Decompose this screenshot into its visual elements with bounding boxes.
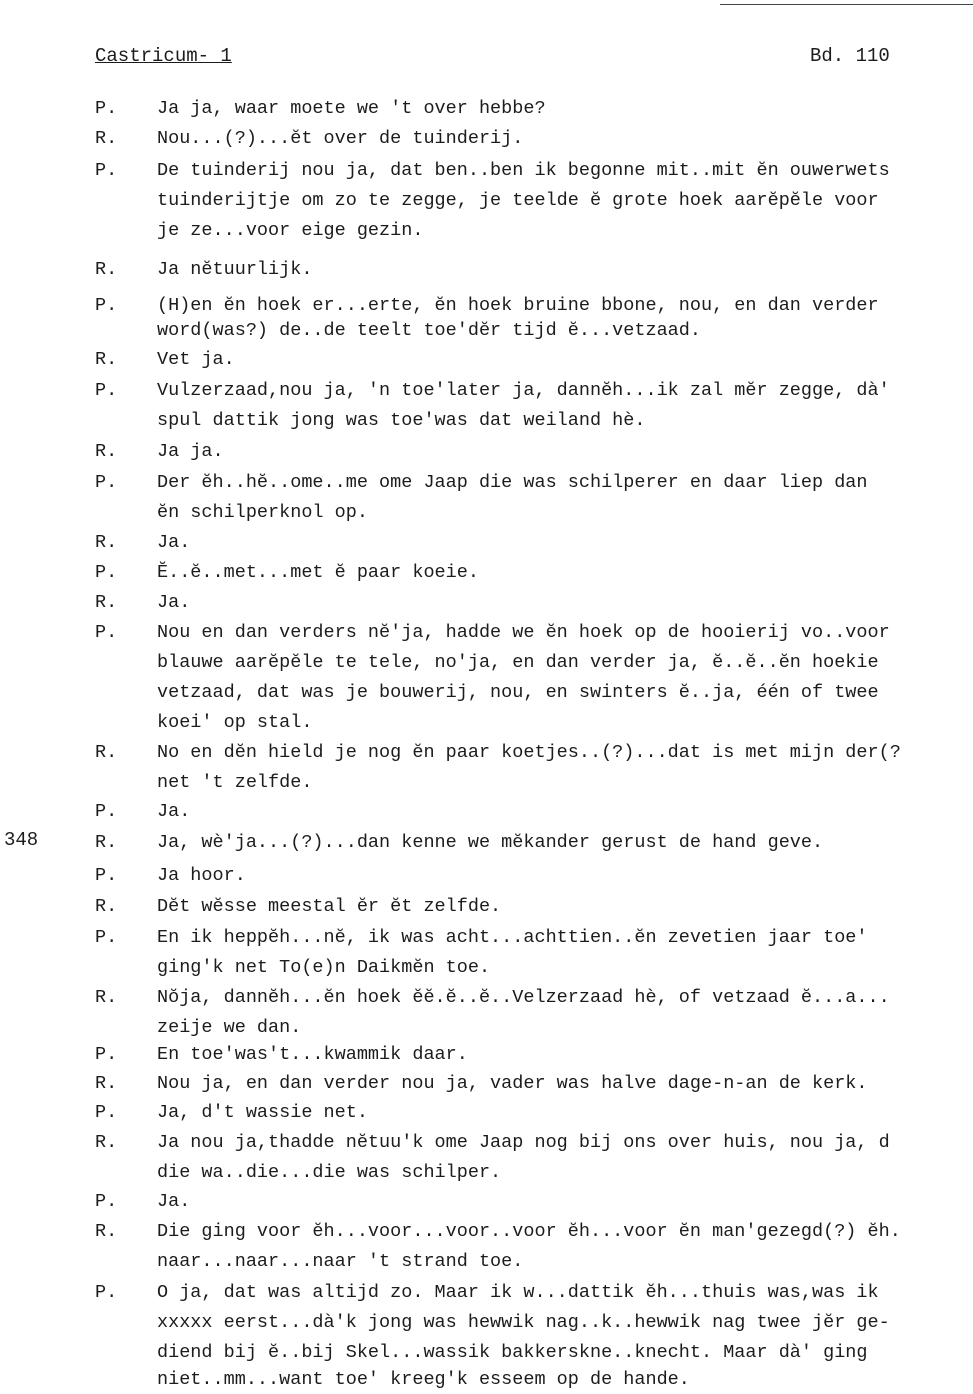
transcript-line: Ja nou ja,thadde nĕtuu'k ome Jaap nog bij ons over huis, nou ja, d xyxy=(157,1132,890,1153)
speaker-label: R. xyxy=(95,128,118,149)
transcript-line: No en dĕn hield je nog ĕn paar koetjes..(?)...dat is met mijn der(? xyxy=(157,742,901,763)
speaker-label: P. xyxy=(95,160,118,181)
volume-number: Bd. 110 xyxy=(810,45,890,67)
transcript-line: net 't zelfde. xyxy=(157,772,313,793)
speaker-label: R. xyxy=(95,896,118,917)
speaker-label: P. xyxy=(95,801,118,822)
transcript-line: En toe'was't...kwammik daar. xyxy=(157,1044,468,1065)
speaker-label: R. xyxy=(95,349,118,370)
transcript-line: Ja ja. xyxy=(157,441,224,462)
transcript-line: ging'k net To(e)n Daikmĕn toe. xyxy=(157,957,491,978)
transcript-line: Nou ja, en dan verder nou ja, vader was halve dage-n-an de kerk. xyxy=(157,1073,868,1094)
speaker-label: P. xyxy=(95,865,118,886)
transcript-line: die wa..die...die was schilper. xyxy=(157,1162,502,1183)
transcript-line: spul dattik jong was toe'was dat weiland hè. xyxy=(157,410,646,431)
speaker-label: R. xyxy=(95,832,118,853)
transcript-line: naar...naar...naar 't strand toe. xyxy=(157,1251,524,1272)
transcript-line: (H)en ĕn hoek er...erte, ĕn hoek bruine bbone, nou, en dan verder xyxy=(157,295,879,316)
speaker-label: R. xyxy=(95,592,118,613)
speaker-label: P. xyxy=(95,1282,118,1303)
transcript-line: je ze...voor eige gezin. xyxy=(157,220,424,241)
transcript-line: koei' op stal. xyxy=(157,712,313,733)
speaker-label: R. xyxy=(95,259,118,280)
transcript-line: Nou...(?)...ĕt over de tuinderij. xyxy=(157,128,524,149)
speaker-label: R. xyxy=(95,441,118,462)
transcript-line: Ja, wè'ja...(?)...dan kenne we mĕkander gerust de hand geve. xyxy=(157,832,824,853)
speaker-label: P. xyxy=(95,472,118,493)
speaker-label: R. xyxy=(95,1132,118,1153)
transcript-line: tuinderijtje om zo te zegge, je teelde ĕ grote hoek aarĕpĕle voor xyxy=(157,190,879,211)
transcript-line: Ĕ..ĕ..met...met ĕ paar koeie. xyxy=(157,562,479,583)
speaker-label: P. xyxy=(95,562,118,583)
speaker-label: R. xyxy=(95,1073,118,1094)
transcript-line: En ik heppĕh...nĕ, ik was acht...achttien..ĕn zevetien jaar toe' xyxy=(157,927,868,948)
transcript-line: Ja ja, waar moete we 't over hebbe? xyxy=(157,98,546,119)
speaker-label: R. xyxy=(95,1221,118,1242)
speaker-label: P. xyxy=(95,1044,118,1065)
speaker-label: P. xyxy=(95,295,118,316)
transcript-line: blauwe aarĕpĕle te tele, no'ja, en dan verder ja, ĕ..ĕ..ĕn hoekie xyxy=(157,652,879,673)
transcript-line: Ja. xyxy=(157,532,191,553)
transcript-line: De tuinderij nou ja, dat ben..ben ik begonne mit..mit ĕn ouwerwets xyxy=(157,160,890,181)
transcript-line: ĕn schilperknol op. xyxy=(157,502,368,523)
transcript-line: word(was?) de..de teelt toe'dĕr tijd ĕ...vetzaad. xyxy=(157,320,701,341)
margin-note: 348 xyxy=(4,829,39,851)
transcript-line: Nou en dan verders nĕ'ja, hadde we ĕn hoek op de hooierij vo..voor xyxy=(157,622,890,643)
transcript-line: Ja. xyxy=(157,1191,191,1212)
speaker-label: P. xyxy=(95,622,118,643)
top-edge-rule xyxy=(720,4,973,5)
speaker-label: R. xyxy=(95,987,118,1008)
transcript-line: Nŏja, dannĕh...ĕn hoek ĕĕ.ĕ..ĕ..Velzerzaad hè, of vetzaad ĕ...a... xyxy=(157,987,890,1008)
transcript-line: Dĕt wĕsse meestal ĕr ĕt zelfde. xyxy=(157,896,502,917)
speaker-label: R. xyxy=(95,742,118,763)
transcript-line: Der ĕh..hĕ..ome..me ome Jaap die was schilperer en daar liep dan xyxy=(157,472,868,493)
transcript-line: Ja, d't wassie net. xyxy=(157,1102,368,1123)
transcript-line: Ja. xyxy=(157,592,191,613)
page-title: Castricum- 1 xyxy=(95,45,232,67)
transcript-line: Vulzerzaad,nou ja, 'n toe'later ja, dannĕh...ik zal mĕr zegge, dà' xyxy=(157,380,890,401)
transcript-line: niet..mm...want toe' kreeg'k esseem op de hande. xyxy=(157,1369,690,1390)
transcript-line: Ja hoor. xyxy=(157,865,246,886)
speaker-label: P. xyxy=(95,1191,118,1212)
transcript-line: vetzaad, dat was je bouwerij, nou, en swinters ĕ..ja, één of twee xyxy=(157,682,879,703)
transcript-line: Ja nĕtuurlijk. xyxy=(157,259,313,280)
speaker-label: R. xyxy=(95,532,118,553)
speaker-label: P. xyxy=(95,1102,118,1123)
transcript-line: xxxxx eerst...dà'k jong was hewwik nag..k..hewwik nag twee jĕr ge- xyxy=(157,1312,890,1333)
speaker-label: P. xyxy=(95,98,118,119)
speaker-label: P. xyxy=(95,927,118,948)
transcript-line: zeije we dan. xyxy=(157,1017,302,1038)
transcript-line: Ja. xyxy=(157,801,191,822)
transcript-line: Die ging voor ĕh...voor...voor..voor ĕh...voor ĕn man'gezegd(?) ĕh. xyxy=(157,1221,901,1242)
speaker-label: P. xyxy=(95,380,118,401)
transcript-line: diend bij ĕ..bij Skel...wassik bakkerskne..knecht. Maar dà' ging xyxy=(157,1342,868,1363)
transcript-line: O ja, dat was altijd zo. Maar ik w...dattik ĕh...thuis was,was ik xyxy=(157,1282,879,1303)
transcript-line: Vet ja. xyxy=(157,349,235,370)
